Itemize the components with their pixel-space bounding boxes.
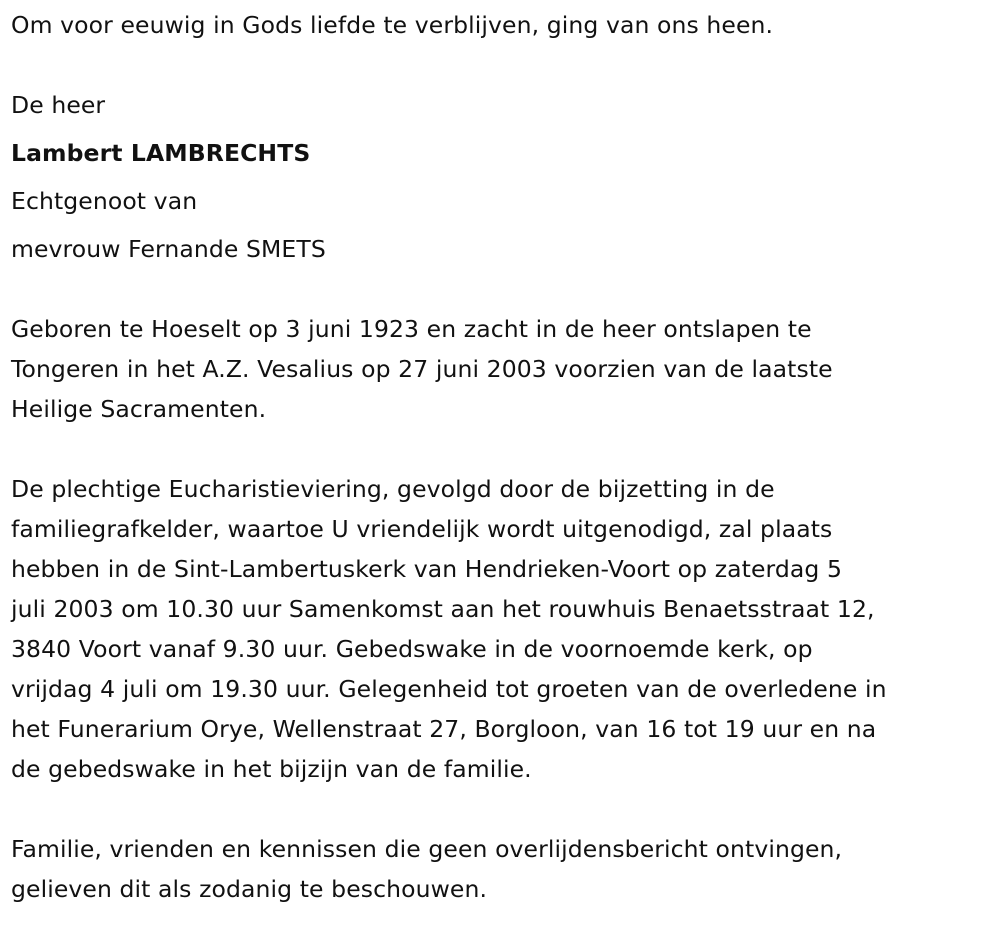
ceremony-line: 3840 Voort vanaf 9.30 uur. Gebedswake in de voornoemde kerk, op	[11, 635, 813, 663]
ceremony-line: het Funerarium Orye, Wellenstraat 27, Borgloon, van 16 tot 19 uur en na	[11, 715, 877, 743]
ceremony-line: hebben in de Sint-Lambertuskerk van Hendrieken-Voort op zaterdag 5	[11, 555, 843, 583]
relation-label: Echtgenoot van	[11, 187, 198, 215]
salutation: De heer	[11, 91, 106, 119]
closing-line: gelieven dit als zodanig te beschouwen.	[11, 875, 488, 903]
opening-line: Om voor eeuwig in Gods liefde te verblijven, ging van ons heen.	[11, 11, 774, 39]
deceased-name: Lambert LAMBRECHTS	[11, 139, 311, 167]
spouse-name: mevrouw Fernande SMETS	[11, 235, 326, 263]
ceremony-line: juli 2003 om 10.30 uur Samenkomst aan het rouwhuis Benaetsstraat 12,	[11, 595, 875, 623]
ceremony-line: familiegrafkelder, waartoe U vriendelijk wordt uitgenodigd, zal plaats	[11, 515, 833, 543]
ceremony-line: De plechtige Eucharistieviering, gevolgd door de bijzetting in de	[11, 475, 775, 503]
birth-death-line: Heilige Sacramenten.	[11, 395, 267, 423]
birth-death-line: Geboren te Hoeselt op 3 juni 1923 en zacht in de heer ontslapen te	[11, 315, 812, 343]
closing-line: Familie, vrienden en kennissen die geen overlijdensbericht ontvingen,	[11, 835, 843, 863]
birth-death-line: Tongeren in het A.Z. Vesalius op 27 juni 2003 voorzien van de laatste	[11, 355, 833, 383]
ceremony-line: vrijdag 4 juli om 19.30 uur. Gelegenheid tot groeten van de overledene in	[11, 675, 887, 703]
ceremony-line: de gebedswake in het bijzijn van de familie.	[11, 755, 532, 783]
